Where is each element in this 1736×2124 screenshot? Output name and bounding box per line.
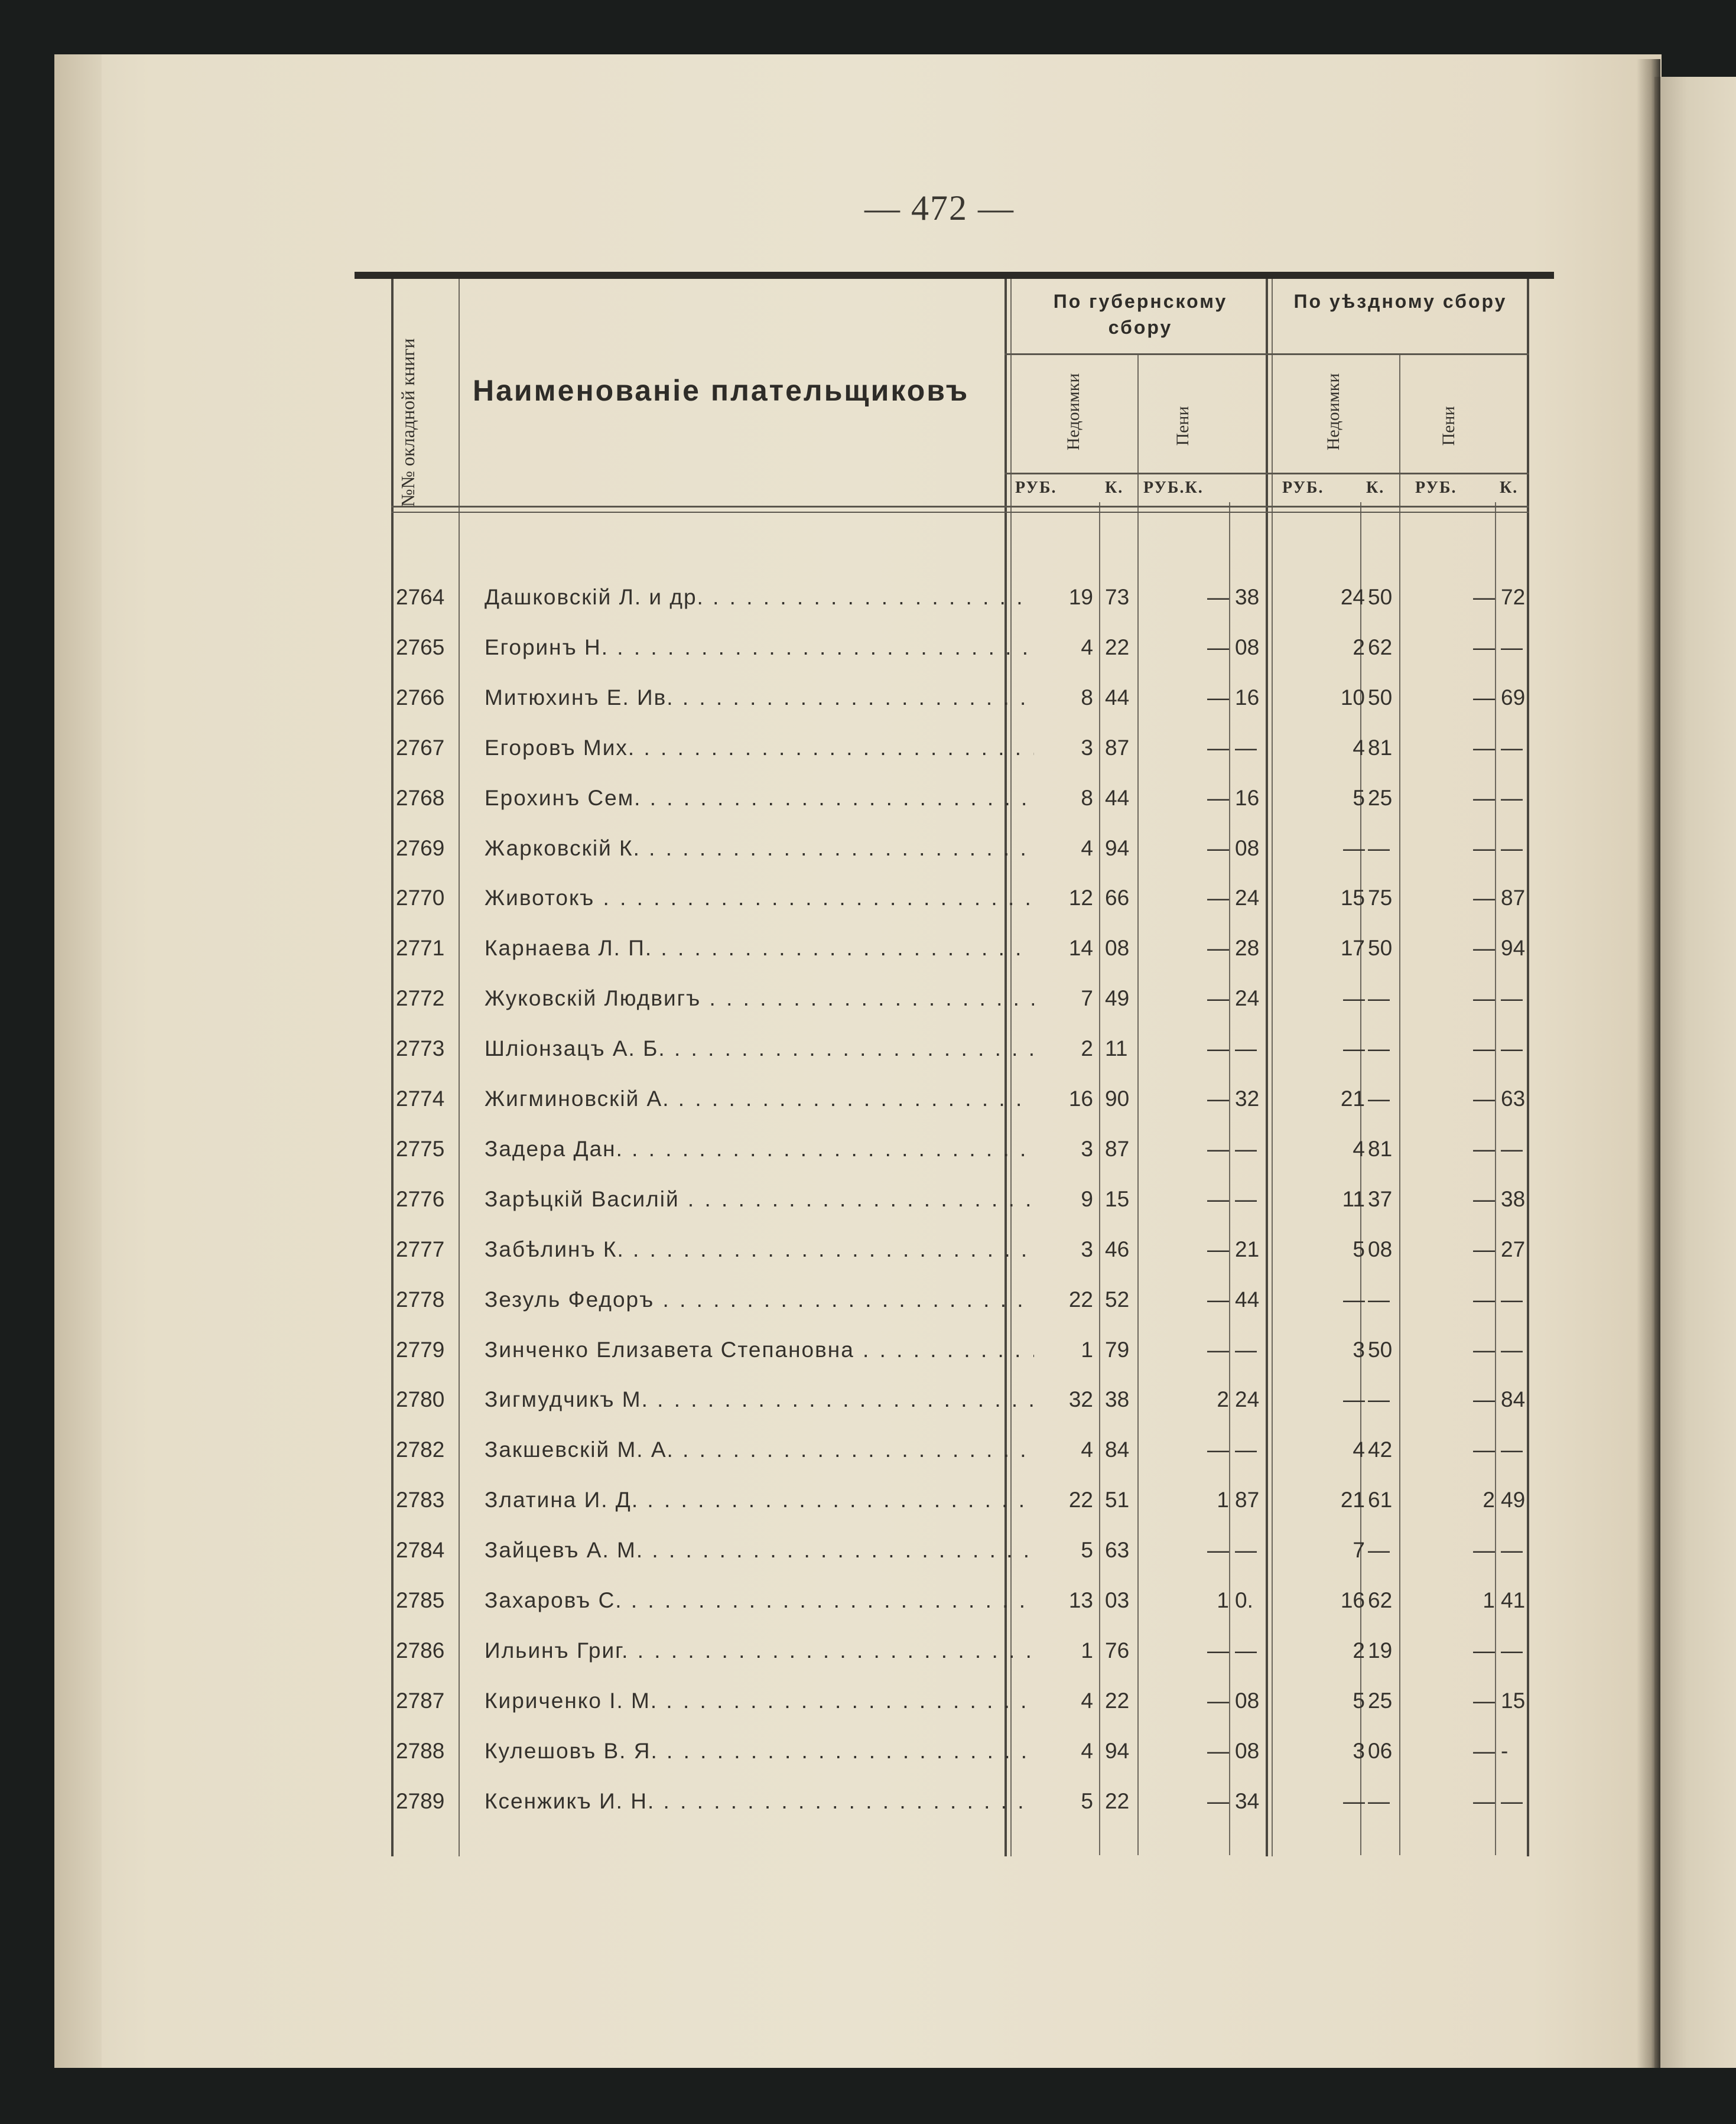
gub-arrears-rub-cell: 3 xyxy=(1081,1237,1093,1261)
book-number-cell: 2777 xyxy=(396,1237,445,1261)
uezd-penalty-rub-cell: — xyxy=(1473,1237,1495,1261)
gub-penalty-kop-cell: — xyxy=(1235,1036,1257,1061)
uezd-penalty-rub-cell: — xyxy=(1473,1789,1495,1813)
gub-arrears-kop-cell: 22 xyxy=(1105,635,1130,659)
uezd-penalty-kop-cell: — xyxy=(1501,1789,1523,1813)
payer-name-cell: Закшевскій М. А. . . . xyxy=(485,1437,1034,1462)
table-row xyxy=(390,622,1536,672)
table-row xyxy=(390,672,1536,722)
table-row xyxy=(390,1676,1536,1725)
book-number-cell: 2787 xyxy=(396,1689,445,1713)
header-payer-name: Наименованіе плательщиковъ xyxy=(473,374,970,407)
table-row xyxy=(390,1424,1536,1474)
table-row xyxy=(390,1124,1536,1173)
uezd-arrears-rub-cell: 3 xyxy=(1353,1338,1365,1362)
uezd-arrears-rub-cell: 21 xyxy=(1340,1488,1365,1512)
uezd-arrears-kop-cell: 50 xyxy=(1368,1338,1393,1362)
unit-uezd-pen-kop: К. xyxy=(1500,479,1519,497)
uezd-penalty-rub-cell: — xyxy=(1473,1137,1495,1161)
gub-arrears-kop-cell: 94 xyxy=(1105,1739,1130,1763)
gub-penalty-rub-cell: — xyxy=(1207,1338,1229,1362)
gub-arrears-kop-cell: 73 xyxy=(1105,585,1130,609)
uezd-penalty-rub-cell: — xyxy=(1473,1638,1495,1663)
uezd-arrears-rub-cell: 2 xyxy=(1353,635,1365,659)
gub-arrears-rub-cell: 3 xyxy=(1081,736,1093,760)
table-row xyxy=(390,1625,1536,1675)
book-number-cell: 2789 xyxy=(396,1789,445,1813)
uezd-arrears-kop-cell: — xyxy=(1368,1087,1390,1111)
uezd-arrears-rub-cell: 15 xyxy=(1340,886,1365,910)
gub-penalty-kop-cell: 28 xyxy=(1235,936,1260,960)
payer-name-cell: Забѣлинъ К. . . . xyxy=(485,1237,1034,1262)
gub-arrears-kop-cell: 03 xyxy=(1105,1588,1130,1612)
gub-arrears-rub-cell: 4 xyxy=(1081,836,1093,860)
gub-arrears-kop-cell: 49 xyxy=(1105,986,1130,1010)
uezd-arrears-rub-cell: 10 xyxy=(1340,685,1365,710)
gub-arrears-rub-cell: 12 xyxy=(1068,886,1093,910)
book-number-cell: 2769 xyxy=(396,836,445,860)
uezd-penalty-kop-cell: - xyxy=(1501,1739,1509,1763)
gub-arrears-kop-cell: 66 xyxy=(1105,886,1130,910)
uezd-arrears-kop-cell: — xyxy=(1368,1036,1390,1061)
gub-penalty-rub-cell: — xyxy=(1207,736,1229,760)
payer-name-cell: Ксенжикъ И. Н. . . . xyxy=(485,1789,1034,1814)
gub-arrears-rub-cell: 1 xyxy=(1081,1638,1093,1663)
uezd-arrears-kop-cell: — xyxy=(1368,1387,1390,1411)
gub-penalty-kop-cell: 32 xyxy=(1235,1087,1260,1111)
gub-penalty-rub-cell: — xyxy=(1207,1036,1229,1061)
gub-penalty-rub-cell: — xyxy=(1207,1538,1229,1562)
uezd-penalty-kop-cell: 72 xyxy=(1501,585,1526,609)
uezd-penalty-kop-cell: 41 xyxy=(1501,1588,1526,1612)
payer-name-cell: Дашковскій Л. и др. . . . xyxy=(485,585,1034,610)
gub-penalty-kop-cell: 24 xyxy=(1235,886,1260,910)
rule-under-header xyxy=(391,506,1529,508)
gub-penalty-kop-cell: 38 xyxy=(1235,585,1260,609)
uezd-arrears-rub-cell: — xyxy=(1343,836,1365,860)
book-number-cell: 2788 xyxy=(396,1739,445,1763)
uezd-penalty-kop-cell: — xyxy=(1501,986,1523,1010)
gub-penalty-kop-cell: 24 xyxy=(1235,1387,1260,1411)
table-row xyxy=(390,973,1536,1023)
uezd-arrears-rub-cell: 4 xyxy=(1353,736,1365,760)
book-number-cell: 2767 xyxy=(396,736,445,760)
uezd-penalty-kop-cell: 94 xyxy=(1501,936,1526,960)
uezd-arrears-rub-cell: 17 xyxy=(1340,936,1365,960)
uezd-penalty-kop-cell: — xyxy=(1501,1638,1523,1663)
table-row xyxy=(390,1475,1536,1524)
gub-arrears-rub-cell: 19 xyxy=(1068,585,1093,609)
uezd-penalty-rub-cell: — xyxy=(1473,836,1495,860)
gub-arrears-kop-cell: 79 xyxy=(1105,1338,1130,1362)
gub-penalty-rub-cell: — xyxy=(1207,1739,1229,1763)
uezd-arrears-rub-cell: 2 xyxy=(1353,1638,1365,1663)
payer-name-cell: Жигминовскій А. . . . xyxy=(485,1087,1034,1111)
uezd-arrears-kop-cell: 08 xyxy=(1368,1237,1393,1261)
uezd-penalty-kop-cell: 15 xyxy=(1501,1689,1526,1713)
rule-under-header-double xyxy=(391,512,1529,513)
uezd-arrears-kop-cell: 19 xyxy=(1368,1638,1393,1663)
uezd-arrears-kop-cell: — xyxy=(1368,1538,1390,1562)
gub-penalty-rub-cell: — xyxy=(1207,836,1229,860)
gub-penalty-kop-cell: — xyxy=(1235,1187,1257,1211)
gub-penalty-kop-cell: 0. xyxy=(1235,1588,1253,1612)
gub-penalty-rub-cell: — xyxy=(1207,936,1229,960)
table-row xyxy=(390,1274,1536,1324)
payer-name-cell: Златина И. Д. . . . xyxy=(485,1488,1034,1513)
header-gubernia-levy: По губернскому сбору xyxy=(1053,291,1228,338)
uezd-penalty-kop-cell: — xyxy=(1501,836,1523,860)
header-book-number: №№ окладной книги xyxy=(397,338,418,507)
uezd-penalty-kop-cell: — xyxy=(1501,635,1523,659)
uezd-arrears-rub-cell: 7 xyxy=(1353,1538,1365,1562)
uezd-arrears-rub-cell: 24 xyxy=(1340,585,1365,609)
table-row xyxy=(390,723,1536,772)
uezd-penalty-rub-cell: — xyxy=(1473,1036,1495,1061)
gub-penalty-rub-cell: — xyxy=(1207,635,1229,659)
uezd-penalty-rub-cell: — xyxy=(1473,1538,1495,1562)
gub-arrears-rub-cell: 4 xyxy=(1081,635,1093,659)
uezd-arrears-rub-cell: 11 xyxy=(1342,1187,1365,1211)
payer-name-cell: Шліонзацъ А. Б. . . . xyxy=(485,1036,1034,1061)
unit-uezd-arr-kop: К. xyxy=(1366,479,1385,497)
gub-arrears-kop-cell: 44 xyxy=(1105,786,1130,810)
gub-penalty-kop-cell: 08 xyxy=(1235,1739,1260,1763)
table-row xyxy=(390,1374,1536,1424)
payer-name-cell: Жарковскій К. . . . xyxy=(485,836,1034,861)
uezd-arrears-kop-cell: — xyxy=(1368,836,1390,860)
uezd-arrears-rub-cell: 16 xyxy=(1340,1588,1365,1612)
table-row xyxy=(390,1224,1536,1274)
gub-penalty-rub-cell: — xyxy=(1207,1437,1229,1462)
book-number-cell: 2773 xyxy=(396,1036,445,1061)
uezd-penalty-rub-cell: — xyxy=(1473,1087,1495,1111)
gub-arrears-rub-cell: 32 xyxy=(1068,1387,1093,1411)
uezd-penalty-rub-cell: — xyxy=(1473,685,1495,710)
uezd-penalty-rub-cell: — xyxy=(1473,1689,1495,1713)
table-row xyxy=(390,1174,1536,1224)
payer-name-cell: Захаровъ С. . . . xyxy=(485,1588,1034,1613)
uezd-arrears-rub-cell: 5 xyxy=(1353,786,1365,810)
gub-arrears-rub-cell: 2 xyxy=(1081,1036,1093,1061)
book-number-cell: 2766 xyxy=(396,685,445,710)
book-number-cell: 2786 xyxy=(396,1638,445,1663)
uezd-penalty-kop-cell: — xyxy=(1501,1036,1523,1061)
book-number-cell: 2780 xyxy=(396,1387,445,1411)
gub-penalty-rub-cell: — xyxy=(1207,1789,1229,1813)
uezd-arrears-kop-cell: 50 xyxy=(1368,936,1393,960)
book-number-cell: 2765 xyxy=(396,635,445,659)
gub-arrears-kop-cell: 52 xyxy=(1105,1287,1130,1312)
uezd-penalty-kop-cell: — xyxy=(1501,736,1523,760)
payer-name-cell: Егоринъ Н. . . . xyxy=(485,635,1034,660)
gub-arrears-rub-cell: 14 xyxy=(1068,936,1093,960)
gub-penalty-kop-cell: 08 xyxy=(1235,635,1260,659)
uezd-penalty-rub-cell: 2 xyxy=(1483,1488,1495,1512)
book-number-cell: 2783 xyxy=(396,1488,445,1512)
uezd-penalty-kop-cell: 27 xyxy=(1501,1237,1526,1261)
payer-name-cell: Егоровъ Мих. . . . xyxy=(485,736,1034,760)
gub-penalty-rub-cell: — xyxy=(1207,786,1229,810)
uezd-penalty-kop-cell: 49 xyxy=(1501,1488,1526,1512)
uezd-arrears-kop-cell: 50 xyxy=(1368,585,1393,609)
unit-uezd-pen-rub: РУБ. xyxy=(1415,479,1457,497)
gub-arrears-rub-cell: 4 xyxy=(1081,1437,1093,1462)
uezd-arrears-kop-cell: 61 xyxy=(1368,1488,1393,1512)
gub-arrears-kop-cell: 08 xyxy=(1105,936,1130,960)
uezd-arrears-rub-cell: — xyxy=(1343,1387,1365,1411)
uezd-penalty-rub-cell: — xyxy=(1473,635,1495,659)
gub-penalty-kop-cell: — xyxy=(1235,1638,1257,1663)
table-row xyxy=(390,1074,1536,1123)
uezd-arrears-kop-cell: 37 xyxy=(1368,1187,1393,1211)
gub-penalty-rub-cell: — xyxy=(1207,986,1229,1010)
payer-name-cell: Карнаева Л. П. . . . xyxy=(485,936,1034,961)
uezd-arrears-kop-cell: — xyxy=(1368,986,1390,1010)
book-number-cell: 2772 xyxy=(396,986,445,1010)
payer-name-cell: Задера Дан. . . . xyxy=(485,1137,1034,1162)
uezd-penalty-kop-cell: 87 xyxy=(1501,886,1526,910)
gub-arrears-kop-cell: 87 xyxy=(1105,1137,1130,1161)
uezd-penalty-rub-cell: — xyxy=(1473,585,1495,609)
uezd-penalty-kop-cell: 84 xyxy=(1501,1387,1526,1411)
gub-arrears-kop-cell: 44 xyxy=(1105,685,1130,710)
uezd-arrears-rub-cell: 21 xyxy=(1340,1087,1365,1111)
uezd-penalty-kop-cell: 38 xyxy=(1501,1187,1526,1211)
payer-name-cell: Кириченко І. М. . . . xyxy=(485,1689,1034,1713)
gub-arrears-rub-cell: 3 xyxy=(1081,1137,1093,1161)
gub-penalty-rub-cell: — xyxy=(1207,1287,1229,1312)
uezd-arrears-kop-cell: 42 xyxy=(1368,1437,1393,1462)
gub-arrears-kop-cell: 11 xyxy=(1105,1036,1128,1061)
table-row xyxy=(390,1325,1536,1374)
gub-penalty-kop-cell: 34 xyxy=(1235,1789,1260,1813)
uezd-penalty-kop-cell: — xyxy=(1501,1538,1523,1562)
gub-arrears-rub-cell: 8 xyxy=(1081,685,1093,710)
unit-uezd-arr-rub: РУБ. xyxy=(1282,479,1324,497)
gub-penalty-kop-cell: — xyxy=(1235,736,1257,760)
table-row xyxy=(390,773,1536,822)
gub-arrears-rub-cell: 16 xyxy=(1068,1087,1093,1111)
rule-under-group-headers xyxy=(1004,353,1529,355)
uezd-arrears-kop-cell: 75 xyxy=(1368,886,1393,910)
gub-penalty-rub-cell: 2 xyxy=(1217,1387,1229,1411)
book-gutter-shadow xyxy=(1637,59,1660,2068)
table-row xyxy=(390,572,1536,622)
uezd-penalty-rub-cell: — xyxy=(1473,786,1495,810)
rule-above-units xyxy=(1004,473,1529,474)
header-gub-penalty: Пени xyxy=(1173,406,1192,446)
book-number-cell: 2784 xyxy=(396,1538,445,1562)
header-uezd-levy: По уѣздному сбору xyxy=(1293,291,1507,312)
gub-arrears-kop-cell: 76 xyxy=(1105,1638,1130,1663)
uezd-arrears-kop-cell: 81 xyxy=(1368,1137,1393,1161)
unit-gub-arr-kop: К. xyxy=(1105,479,1124,497)
unit-gub-pen-rubkop: РУБ.К. xyxy=(1143,479,1204,497)
gub-arrears-kop-cell: 38 xyxy=(1105,1387,1130,1411)
book-number-cell: 2779 xyxy=(396,1338,445,1362)
book-number-cell: 2764 xyxy=(396,585,445,609)
table-top-rule xyxy=(355,272,1554,279)
uezd-penalty-rub-cell: — xyxy=(1473,1287,1495,1312)
payer-name-cell: Зезуль Федоръ . . . xyxy=(485,1287,1034,1312)
uezd-penalty-rub-cell: — xyxy=(1473,886,1495,910)
gub-penalty-kop-cell: 08 xyxy=(1235,1689,1260,1713)
gub-arrears-rub-cell: 13 xyxy=(1068,1588,1093,1612)
book-number-cell: 2785 xyxy=(396,1588,445,1612)
uezd-arrears-rub-cell: 4 xyxy=(1353,1137,1365,1161)
payer-name-cell: Ильинъ Григ. . . . xyxy=(485,1638,1034,1663)
book-number-cell: 2774 xyxy=(396,1087,445,1111)
gub-arrears-rub-cell: 4 xyxy=(1081,1739,1093,1763)
gub-penalty-rub-cell: — xyxy=(1207,1237,1229,1261)
gub-arrears-rub-cell: 22 xyxy=(1068,1287,1093,1312)
gub-penalty-kop-cell: — xyxy=(1235,1137,1257,1161)
uezd-arrears-kop-cell: 81 xyxy=(1368,736,1393,760)
uezd-penalty-kop-cell: — xyxy=(1501,1137,1523,1161)
payer-name-cell: Зарѣцкій Василій . . . xyxy=(485,1187,1034,1212)
table-row xyxy=(390,1726,1536,1775)
uezd-penalty-kop-cell: — xyxy=(1501,1338,1523,1362)
gub-penalty-rub-cell: 1 xyxy=(1217,1488,1229,1512)
gub-arrears-kop-cell: 46 xyxy=(1105,1237,1130,1261)
gub-penalty-kop-cell: — xyxy=(1235,1338,1257,1362)
paper-left-edge xyxy=(54,54,102,2068)
gub-arrears-rub-cell: 1 xyxy=(1081,1338,1093,1362)
uezd-penalty-rub-cell: 1 xyxy=(1483,1588,1495,1612)
uezd-arrears-rub-cell: — xyxy=(1343,1287,1365,1312)
page-number: — 472 — xyxy=(864,188,1015,227)
uezd-arrears-kop-cell: 62 xyxy=(1368,1588,1393,1612)
gub-arrears-rub-cell: 5 xyxy=(1081,1538,1093,1562)
gub-arrears-kop-cell: 63 xyxy=(1105,1538,1130,1562)
gub-arrears-rub-cell: 22 xyxy=(1068,1488,1093,1512)
uezd-arrears-kop-cell: 62 xyxy=(1368,635,1393,659)
uezd-arrears-kop-cell: — xyxy=(1368,1789,1390,1813)
gub-arrears-rub-cell: 5 xyxy=(1081,1789,1093,1813)
book-number-cell: 2768 xyxy=(396,786,445,810)
payer-name-cell: Зайцевъ А. М. . . . xyxy=(485,1538,1034,1563)
uezd-arrears-rub-cell: 4 xyxy=(1353,1437,1365,1462)
table-row xyxy=(390,823,1536,873)
book-number-cell: 2775 xyxy=(396,1137,445,1161)
uezd-penalty-kop-cell: 63 xyxy=(1501,1087,1526,1111)
uezd-arrears-kop-cell: — xyxy=(1368,1287,1390,1312)
uezd-penalty-rub-cell: — xyxy=(1473,1739,1495,1763)
gub-arrears-rub-cell: 9 xyxy=(1081,1187,1093,1211)
uezd-penalty-rub-cell: — xyxy=(1473,936,1495,960)
header-uezd-arrears: Недоимки xyxy=(1324,373,1343,451)
uezd-arrears-rub-cell: 5 xyxy=(1353,1689,1365,1713)
table-row xyxy=(390,873,1536,922)
uezd-arrears-rub-cell: — xyxy=(1343,1789,1365,1813)
uezd-penalty-rub-cell: — xyxy=(1473,1437,1495,1462)
facing-page-edge xyxy=(1654,77,1736,2068)
gub-penalty-kop-cell: 44 xyxy=(1235,1287,1260,1312)
uezd-penalty-rub-cell: — xyxy=(1473,1338,1495,1362)
gub-penalty-kop-cell: 24 xyxy=(1235,986,1260,1010)
gub-penalty-rub-cell: — xyxy=(1207,1638,1229,1663)
gub-penalty-rub-cell: — xyxy=(1207,886,1229,910)
gub-arrears-kop-cell: 84 xyxy=(1105,1437,1130,1462)
gub-arrears-kop-cell: 94 xyxy=(1105,836,1130,860)
payer-name-cell: Зинченко Елизавета Степановна . . . xyxy=(485,1338,1034,1362)
uezd-arrears-rub-cell: 5 xyxy=(1353,1237,1365,1261)
gub-arrears-kop-cell: 90 xyxy=(1105,1087,1130,1111)
uezd-arrears-rub-cell: 3 xyxy=(1353,1739,1365,1763)
book-number-cell: 2778 xyxy=(396,1287,445,1312)
table-row xyxy=(390,1776,1536,1826)
uezd-penalty-kop-cell: 69 xyxy=(1501,685,1526,710)
uezd-penalty-rub-cell: — xyxy=(1473,1187,1495,1211)
uezd-penalty-rub-cell: — xyxy=(1473,736,1495,760)
gub-penalty-kop-cell: — xyxy=(1235,1538,1257,1562)
gub-arrears-kop-cell: 22 xyxy=(1105,1689,1130,1713)
gub-penalty-kop-cell: 16 xyxy=(1235,786,1260,810)
table-row xyxy=(390,923,1536,972)
uezd-penalty-rub-cell: — xyxy=(1473,986,1495,1010)
gub-arrears-rub-cell: 7 xyxy=(1081,986,1093,1010)
unit-gub-arr-rub: РУБ. xyxy=(1015,479,1057,497)
header-gub-arrears: Недоимки xyxy=(1064,373,1083,451)
gub-penalty-kop-cell: 87 xyxy=(1235,1488,1260,1512)
gub-penalty-kop-cell: 16 xyxy=(1235,685,1260,710)
gub-arrears-kop-cell: 51 xyxy=(1105,1488,1130,1512)
gub-penalty-rub-cell: — xyxy=(1207,685,1229,710)
gub-arrears-kop-cell: 22 xyxy=(1105,1789,1130,1813)
payer-name-cell: Зигмудчикъ М. . . . xyxy=(485,1387,1034,1412)
gub-penalty-rub-cell: — xyxy=(1207,1689,1229,1713)
table-row xyxy=(390,1023,1536,1073)
uezd-arrears-kop-cell: 25 xyxy=(1368,786,1393,810)
uezd-penalty-kop-cell: — xyxy=(1501,786,1523,810)
book-number-cell: 2770 xyxy=(396,886,445,910)
table-row xyxy=(390,1575,1536,1625)
uezd-arrears-kop-cell: 25 xyxy=(1368,1689,1393,1713)
payer-name-cell: Ерохинъ Сем. . . . xyxy=(485,786,1034,811)
gub-penalty-rub-cell: — xyxy=(1207,585,1229,609)
gub-arrears-kop-cell: 15 xyxy=(1105,1187,1130,1211)
gub-penalty-kop-cell: 21 xyxy=(1235,1237,1260,1261)
gub-penalty-kop-cell: — xyxy=(1235,1437,1257,1462)
book-number-cell: 2771 xyxy=(396,936,445,960)
gub-penalty-kop-cell: 08 xyxy=(1235,836,1260,860)
uezd-arrears-rub-cell: — xyxy=(1343,986,1365,1010)
book-number-cell: 2776 xyxy=(396,1187,445,1211)
header-uezd-penalty: Пени xyxy=(1439,406,1458,446)
gub-penalty-rub-cell: 1 xyxy=(1217,1588,1229,1612)
gub-penalty-rub-cell: — xyxy=(1207,1187,1229,1211)
payer-name-cell: Животокъ . . . xyxy=(485,886,1034,910)
payer-name-cell: Митюхинъ Е. Ив. . . . xyxy=(485,685,1034,710)
uezd-penalty-kop-cell: — xyxy=(1501,1287,1523,1312)
payer-name-cell: Жуковскій Людвигъ . . . xyxy=(485,986,1034,1011)
payer-name-cell: Кулешовъ В. Я. . . . xyxy=(485,1739,1034,1764)
gub-penalty-rub-cell: — xyxy=(1207,1087,1229,1111)
uezd-arrears-kop-cell: 50 xyxy=(1368,685,1393,710)
uezd-penalty-kop-cell: — xyxy=(1501,1437,1523,1462)
gub-arrears-kop-cell: 87 xyxy=(1105,736,1130,760)
uezd-arrears-rub-cell: — xyxy=(1343,1036,1365,1061)
book-number-cell: 2782 xyxy=(396,1437,445,1462)
uezd-arrears-kop-cell: 06 xyxy=(1368,1739,1393,1763)
gub-penalty-rub-cell: — xyxy=(1207,1137,1229,1161)
gub-arrears-rub-cell: 8 xyxy=(1081,786,1093,810)
table-row xyxy=(390,1525,1536,1575)
uezd-penalty-rub-cell: — xyxy=(1473,1387,1495,1411)
gub-arrears-rub-cell: 4 xyxy=(1081,1689,1093,1713)
